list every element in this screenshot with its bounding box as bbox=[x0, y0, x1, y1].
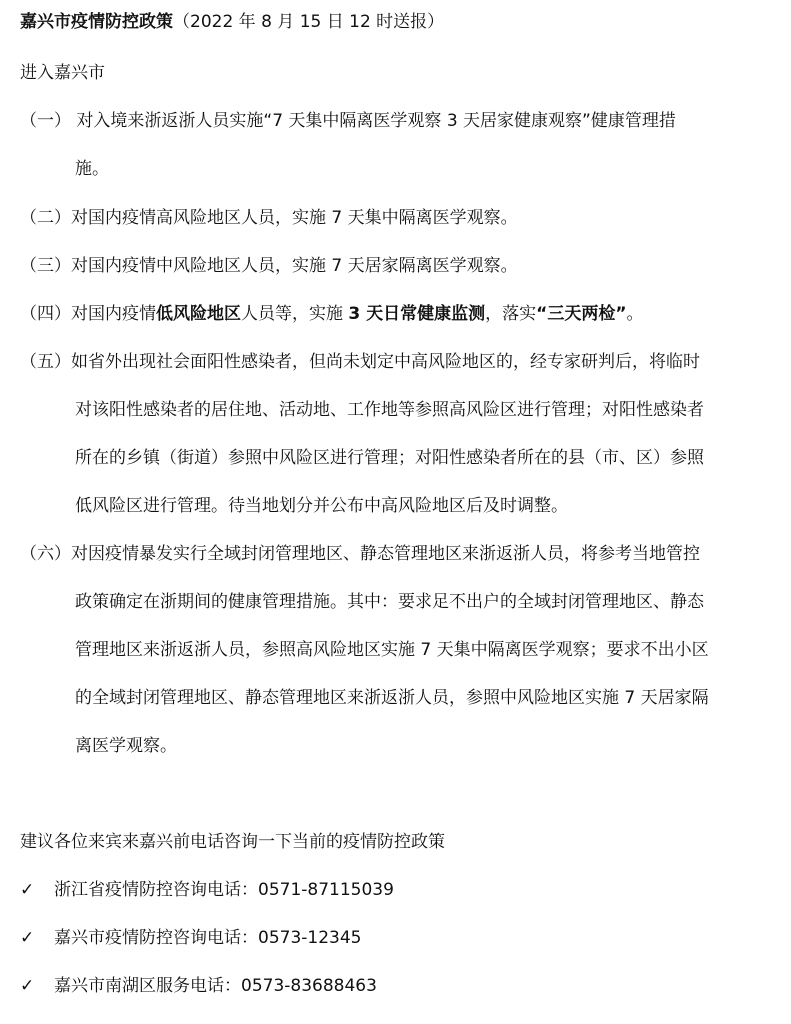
item-4-part-1: （四）对国内疫情 bbox=[20, 304, 156, 324]
contact-item bbox=[20, 974, 377, 998]
item-4-bold-low-risk: 低风险地区 bbox=[156, 304, 241, 324]
document-title-line bbox=[20, 10, 444, 34]
contact-text: 浙江省疫情防控咨询电话：0571-87115039 bbox=[54, 880, 394, 900]
item-5-line-1: （五）如省外出现社会面阳性感染者，但尚未划定中高风险地区的，经专家研判后，将临时 bbox=[20, 352, 700, 372]
item-4-text bbox=[20, 302, 644, 326]
item-3-text: （三）对国内疫情中风险地区人员，实施 7 天居家隔离医学观察。 bbox=[20, 256, 518, 276]
contact-item bbox=[20, 926, 361, 950]
item-4-bold-monitoring: 3 天日常健康监测 bbox=[348, 304, 486, 324]
document-title: 嘉兴市疫情防控政策 bbox=[20, 12, 173, 32]
item-5-line-4: 低风险区进行管理。待当地划分并公布中高风险地区后及时调整。 bbox=[75, 496, 568, 516]
contact-item bbox=[20, 878, 394, 902]
item-4-part-2: 人员等，实施 bbox=[241, 304, 349, 324]
check-mark-icon: ✓ bbox=[20, 976, 35, 996]
item-5-line-2: 对该阳性感染者的居住地、活动地、工作地等参照高风险区进行管理；对阳性感染者 bbox=[75, 400, 704, 420]
item-6-line-4: 的全域封闭管理地区、静态管理地区来浙返浙人员，参照中风险地区实施 7 天居家隔 bbox=[75, 688, 709, 708]
item-6-line-1: （六）对因疫情暴发实行全域封闭管理地区、静态管理地区来浙返浙人员，将参考当地管控 bbox=[20, 544, 700, 564]
item-1-line-2: 施。 bbox=[75, 159, 109, 179]
item-6-line-5: 离医学观察。 bbox=[75, 736, 177, 756]
item-6-line-2: 政策确定在浙期间的健康管理措施。其中：要求足不出户的全域封闭管理地区、静态 bbox=[75, 592, 704, 612]
document-title-date: （2022 年 8 月 15 日 12 时送报） bbox=[173, 12, 445, 32]
item-4-bold-tests: “三天两检” bbox=[536, 304, 627, 324]
check-mark-icon: ✓ bbox=[20, 880, 35, 900]
section-heading: 进入嘉兴市 bbox=[20, 63, 105, 83]
contact-text: 嘉兴市疫情防控咨询电话：0573-12345 bbox=[54, 928, 362, 948]
item-4-part-4: 。 bbox=[626, 304, 644, 324]
item-2-text: （二）对国内疫情高风险地区人员，实施 7 天集中隔离医学观察。 bbox=[20, 208, 518, 228]
contact-text: 嘉兴市南湖区服务电话：0573-83688463 bbox=[54, 976, 377, 996]
item-4-part-3: ，落实 bbox=[485, 304, 537, 324]
advice-text: 建议各位来宾来嘉兴前电话咨询一下当前的疫情防控政策 bbox=[20, 832, 445, 852]
item-6-line-3: 管理地区来浙返浙人员，参照高风险地区实施 7 天集中隔离医学观察；要求不出小区 bbox=[75, 640, 709, 660]
check-mark-icon: ✓ bbox=[20, 928, 35, 948]
item-5-line-3: 所在的乡镇（街道）参照中风险区进行管理；对阳性感染者所在的县（市、区）参照 bbox=[75, 448, 704, 468]
item-1-line-1: （一） 对入境来浙返浙人员实施“7 天集中隔离医学观察 3 天居家健康观察”健康管理措 bbox=[20, 111, 676, 131]
